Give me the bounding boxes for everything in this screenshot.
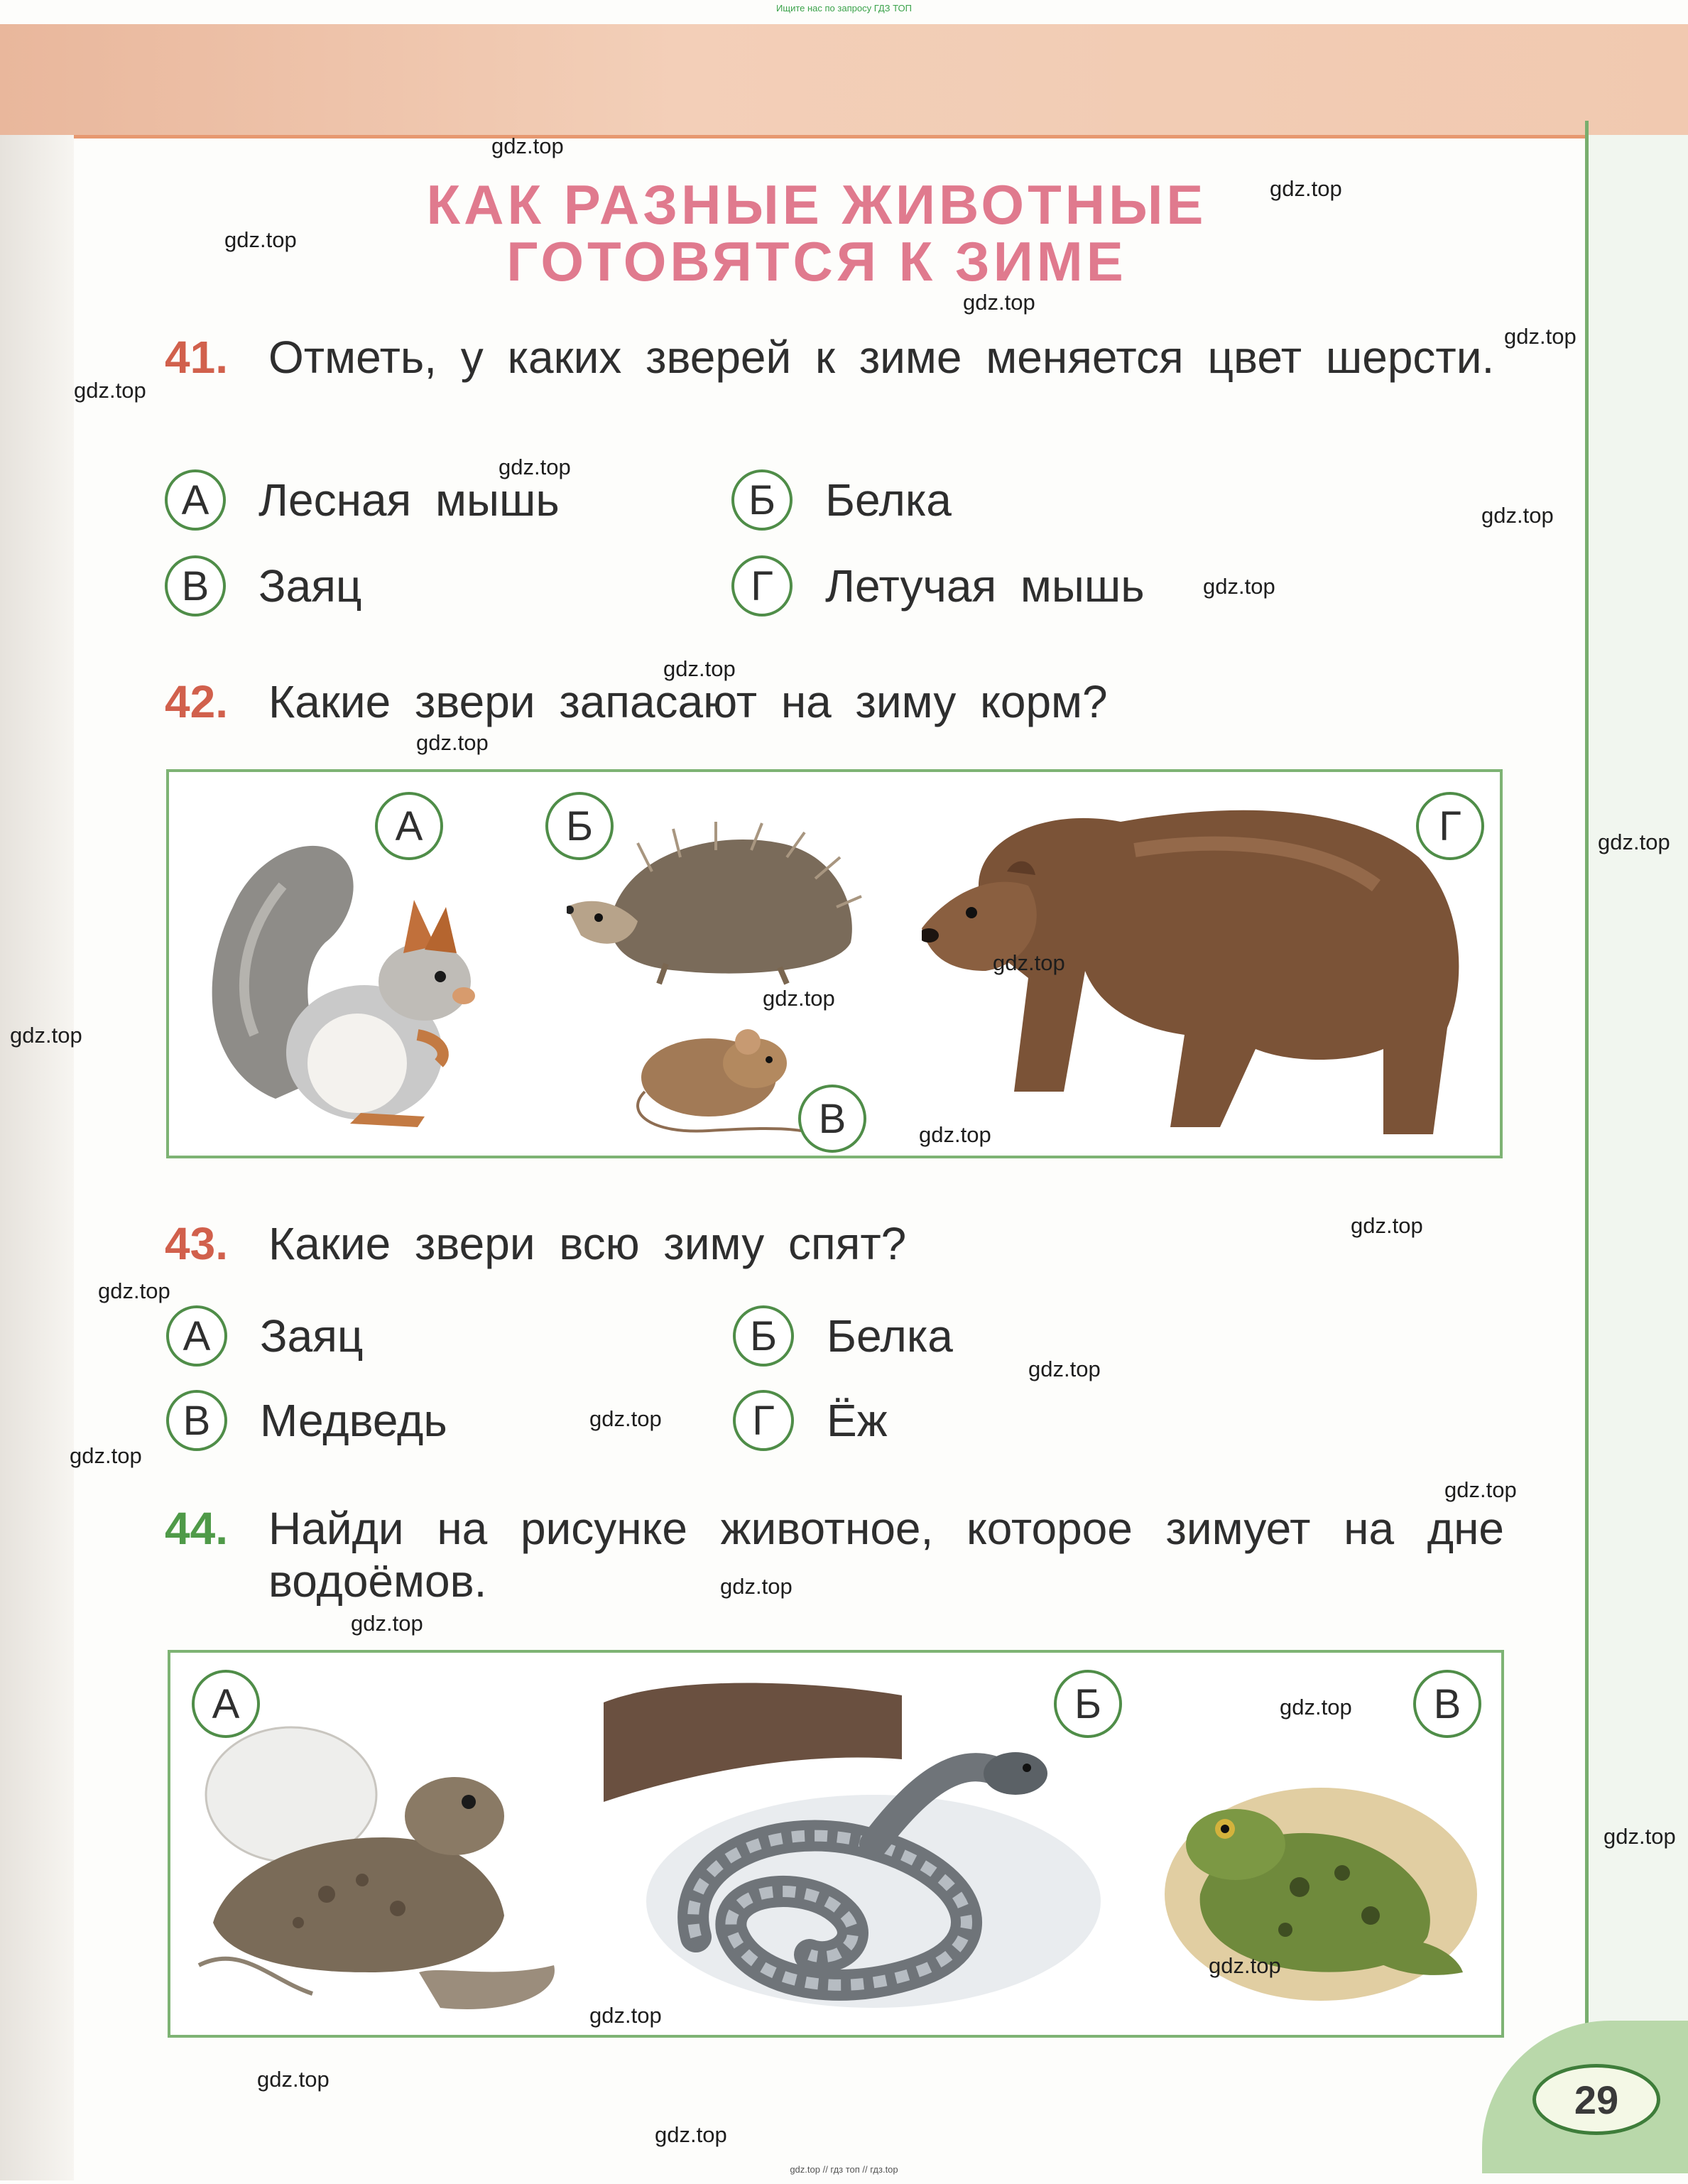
q43-number: 43.: [165, 1218, 228, 1269]
watermark: gdz.top: [655, 2122, 727, 2147]
watermark: gdz.top: [491, 134, 564, 158]
q41-option-c-label: Заяц: [258, 560, 362, 612]
watermark: gdz.top: [1504, 324, 1577, 349]
q44-figure-a-letter[interactable]: А: [192, 1670, 260, 1738]
q41-text: Отметь, у каких зверей к зиме меняется цвет шерсти.: [268, 332, 1495, 383]
q41-option-c-circle[interactable]: В: [165, 555, 226, 616]
watermark: gdz.top: [763, 986, 835, 1011]
q44-number: 44.: [165, 1503, 228, 1554]
watermark: gdz.top: [1444, 1477, 1517, 1502]
watermark: gdz.top: [1481, 503, 1554, 528]
q43-option-a[interactable]: [166, 1305, 364, 1367]
watermark: gdz.top: [993, 950, 1065, 975]
q43-option-b-label: Белка: [827, 1310, 953, 1362]
watermark: gdz.top: [1270, 176, 1342, 201]
watermark: gdz.top: [257, 2067, 330, 2092]
watermark: gdz.top: [224, 227, 297, 252]
header-line: [0, 135, 1688, 138]
q44-figure-c-letter[interactable]: В: [1413, 1670, 1481, 1738]
watermark: gdz.top: [1203, 574, 1275, 599]
q41-number: 41.: [165, 332, 228, 383]
hedgehog-illustration: [567, 815, 865, 985]
q41-option-d-circle[interactable]: Г: [731, 555, 793, 616]
page-number: 29: [1532, 2064, 1660, 2135]
watermark: gdz.top: [919, 1122, 991, 1147]
right-margin: [1589, 135, 1688, 2166]
q41-option-a-label: Лесная мышь: [258, 474, 560, 526]
right-margin-rule: [1585, 121, 1589, 2152]
watermark: gdz.top: [1351, 1213, 1423, 1238]
page-spine-shadow: [0, 135, 74, 2180]
q41-option-a-circle[interactable]: А: [165, 469, 226, 531]
q42-figure-a-letter[interactable]: А: [375, 792, 443, 860]
q42-figure-c-letter[interactable]: В: [798, 1085, 866, 1153]
q43-option-b[interactable]: [733, 1305, 953, 1367]
watermark: gdz.top: [1028, 1357, 1101, 1381]
q42-picture-frame: [166, 769, 1503, 1158]
q42-figure-b-letter[interactable]: Б: [545, 792, 614, 860]
bottom-note: gdz.top // гдз топ // гдз.top: [790, 2164, 898, 2175]
watermark: gdz.top: [416, 730, 489, 755]
q44-text: Найди на рисунке животное, которое зимует на дне водоёмов.: [268, 1503, 1504, 1607]
watermark: gdz.top: [1280, 1695, 1352, 1720]
q41-option-d-label: Летучая мышь: [825, 560, 1145, 612]
watermark: gdz.top: [663, 656, 736, 681]
q41-option-c[interactable]: [165, 555, 362, 616]
q43-option-d-circle[interactable]: Г: [733, 1390, 794, 1451]
q43-option-c-label: Медведь: [260, 1395, 447, 1446]
q43-option-d-label: Ёж: [827, 1395, 888, 1446]
q43-text: Какие звери всю зиму спят?: [268, 1218, 907, 1269]
q43-option-c[interactable]: [166, 1390, 447, 1451]
watermark: gdz.top: [499, 455, 571, 479]
page-title-line2: ГОТОВЯТСЯ К ЗИМЕ: [506, 230, 1127, 293]
watermark: gdz.top: [74, 378, 146, 403]
watermark: gdz.top: [351, 1611, 423, 1636]
q43-option-a-label: Заяц: [260, 1310, 364, 1362]
q43-option-b-circle[interactable]: Б: [733, 1305, 794, 1367]
watermark: gdz.top: [70, 1443, 142, 1468]
q42-number: 42.: [165, 676, 228, 727]
q42-figure-d-letter[interactable]: Г: [1416, 792, 1484, 860]
squirrel-illustration: [190, 800, 489, 1148]
frog-illustration: [1158, 1745, 1484, 2008]
q41-option-b-label: Белка: [825, 474, 952, 526]
watermark: gdz.top: [589, 2003, 662, 2028]
q41-option-b[interactable]: [731, 469, 952, 531]
q42-text: Какие звери запасают на зиму корм?: [268, 676, 1108, 727]
watermark: gdz.top: [720, 1574, 793, 1599]
watermark: gdz.top: [963, 290, 1035, 315]
page-title-line1: КАК РАЗНЫЕ ЖИВОТНЫЕ: [426, 173, 1207, 236]
header-band: [0, 24, 1688, 135]
q41-option-d[interactable]: [731, 555, 1145, 616]
watermark: gdz.top: [10, 1023, 82, 1048]
q43-option-a-circle[interactable]: А: [166, 1305, 227, 1367]
watermark: gdz.top: [1598, 830, 1670, 854]
q43-option-c-circle[interactable]: В: [166, 1390, 227, 1451]
toad-illustration: [185, 1710, 582, 2022]
top-note: Ищите нас по запросу ГДЗ ТОП: [776, 3, 912, 13]
q41-option-b-circle[interactable]: Б: [731, 469, 793, 531]
watermark: gdz.top: [589, 1406, 662, 1431]
q44-figure-b-letter[interactable]: Б: [1054, 1670, 1122, 1738]
watermark: gdz.top: [1603, 1824, 1676, 1849]
watermark: gdz.top: [1209, 1953, 1281, 1978]
watermark: gdz.top: [98, 1278, 170, 1303]
q43-option-d[interactable]: [733, 1390, 888, 1451]
